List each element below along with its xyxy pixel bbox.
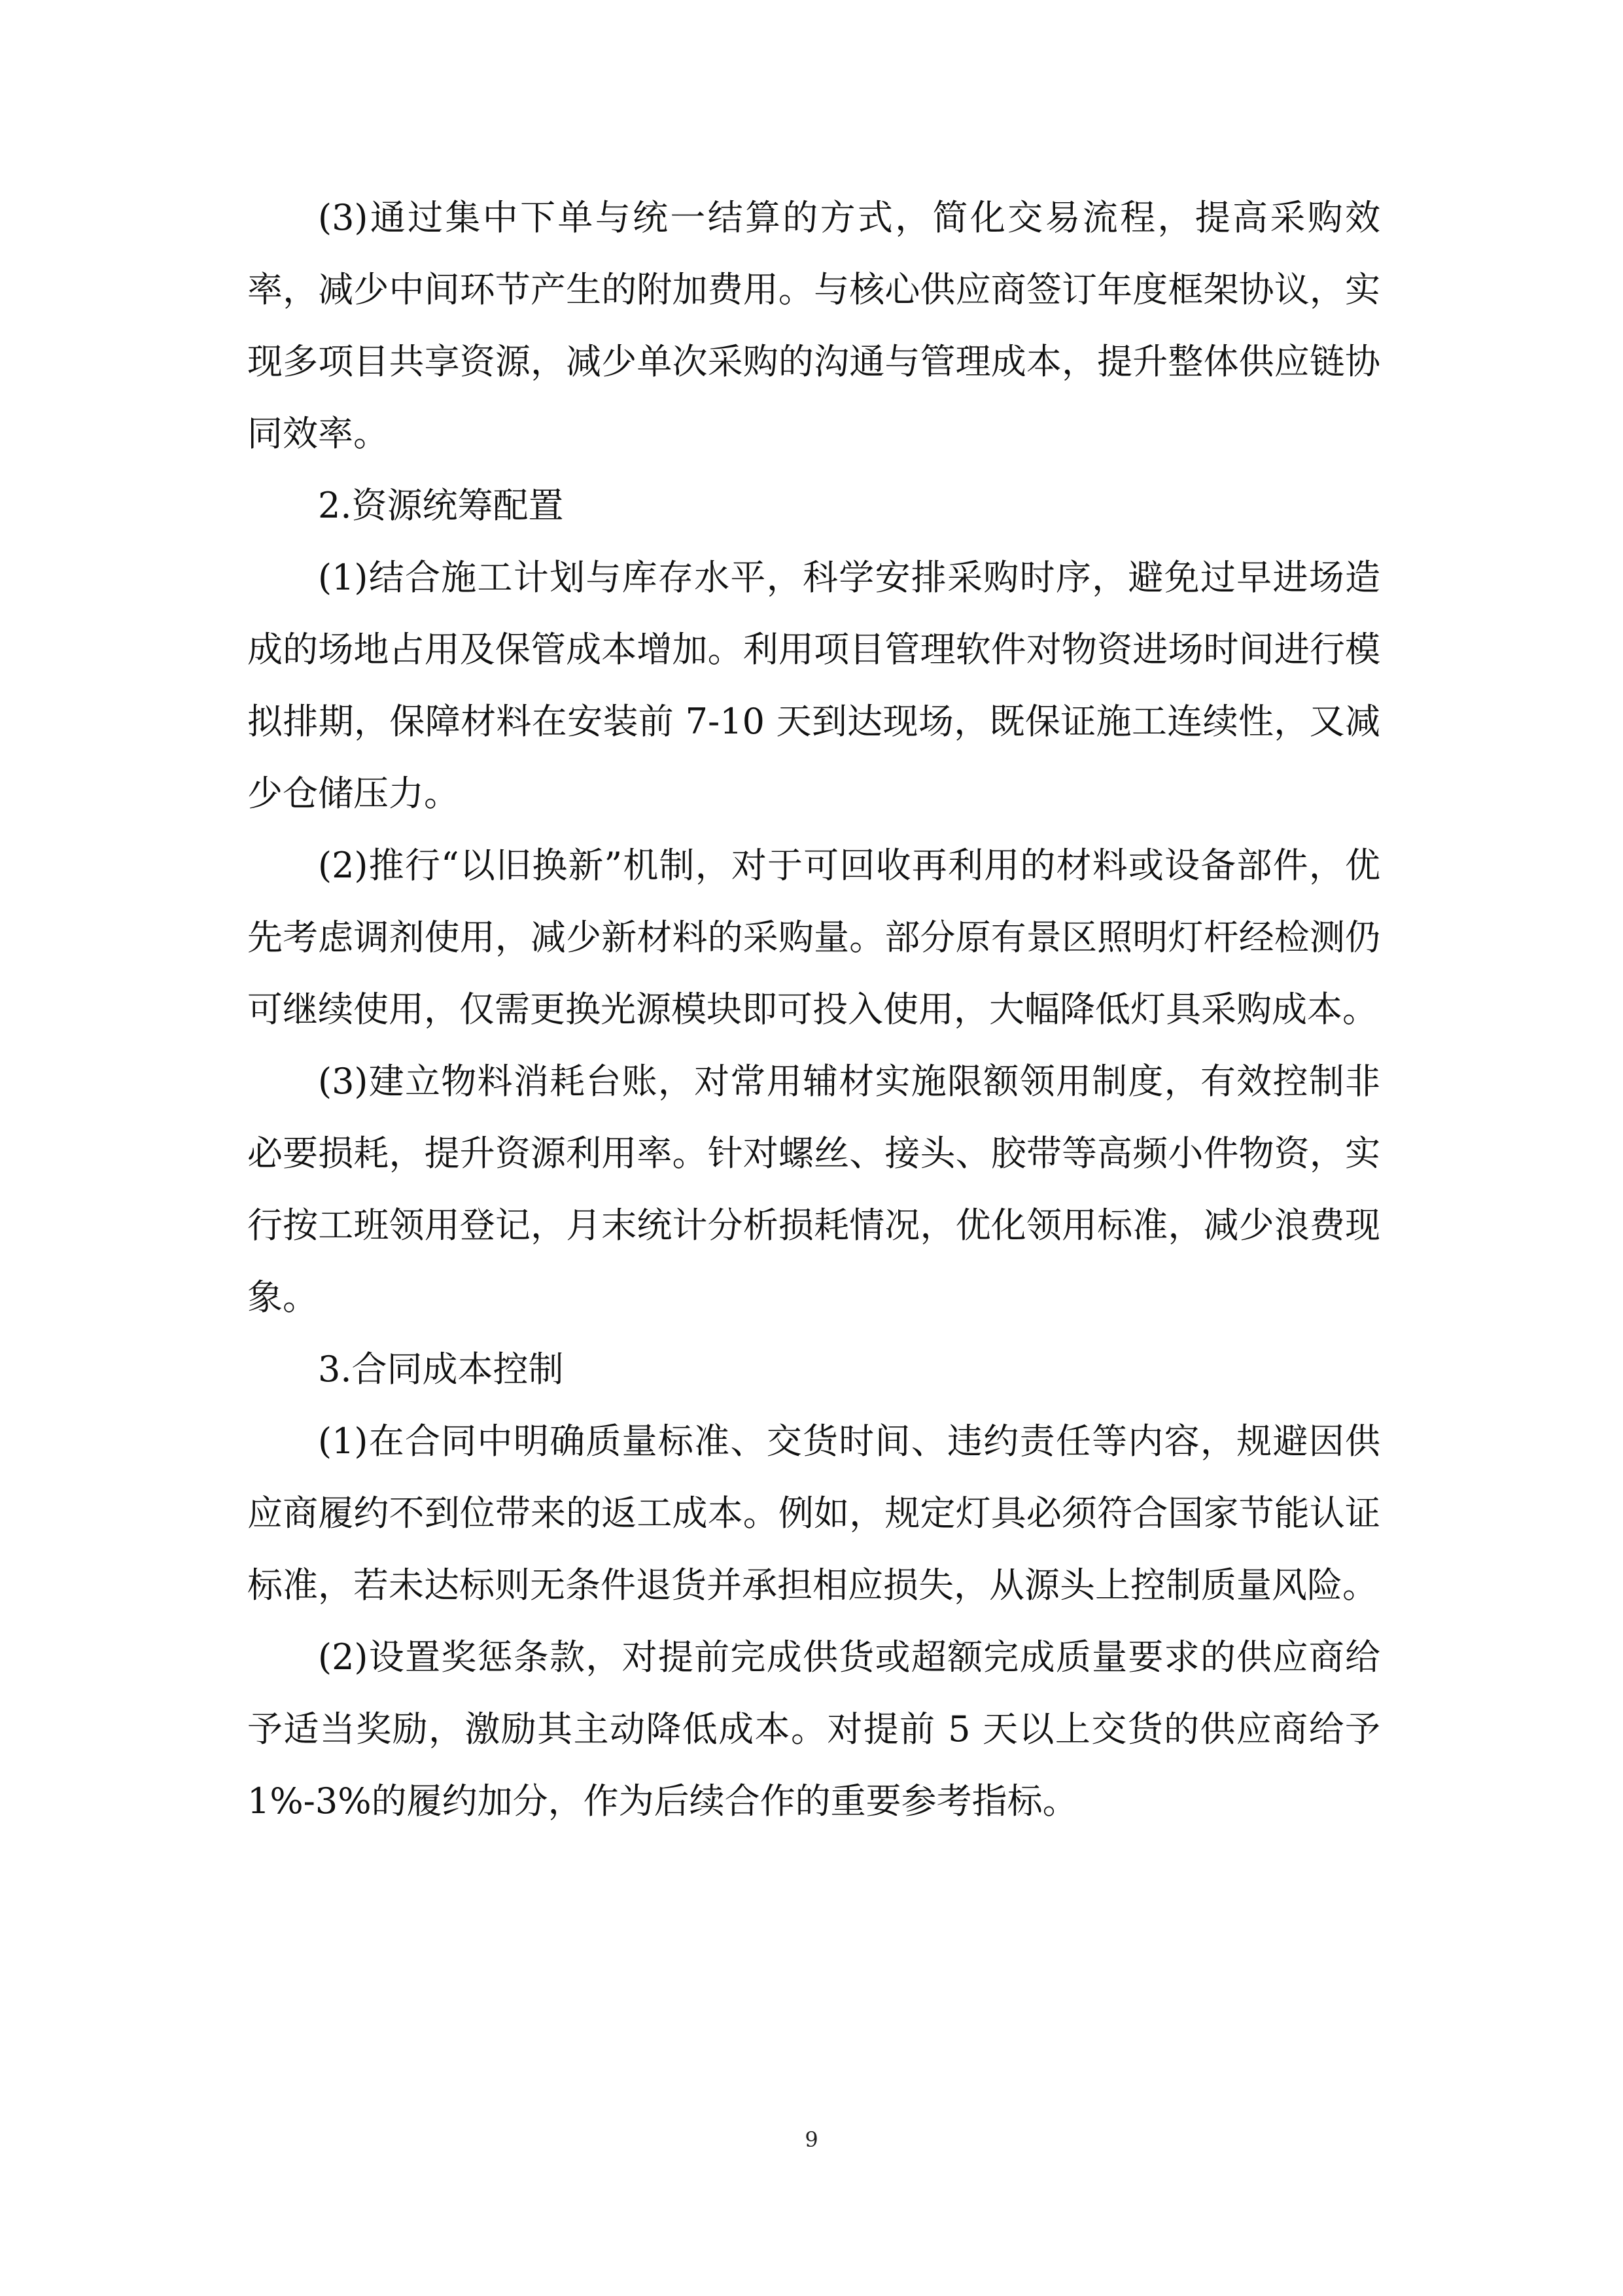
section-heading-resource-allocation: 2.资源统筹配置 <box>318 485 564 526</box>
section-heading-contract-cost-control: 3.合同成本控制 <box>318 1349 564 1390</box>
page-body <box>247 182 1380 1837</box>
paragraph-3-centralized-ordering: (3)通过集中下单与统一结算的方式，简化交易流程，提高采购效率，减少中间环节产生的附加费用。与核心供应商签订年度框架协议，实现多项目共享资源，减少单次采购的沟通与管理成本，提升整体供应链协同效率。 <box>247 197 1380 454</box>
paragraph-3-material-ledger: (3)建立物料消耗台账，对常用辅材实施限额领用制度，有效控制非必要损耗，提升资源利用率。针对螺丝、接头、胶带等高频小件物资，实行按工班领用登记，月末统计分析损耗情况，优化领用标准，减少浪费现象。 <box>247 1061 1380 1318</box>
paragraph-2-reward-penalty-clauses: (2)设置奖惩条款，对提前完成供货或超额完成质量要求的供应商给予适当奖励，激励其主动降低成本。对提前 5 天以上交货的供应商给予 1%-3%的履约加分，作为后续合作的重要参考指标。 <box>247 1636 1380 1822</box>
paragraph-1-contract-standards: (1)在合同中明确质量标准、交货时间、违约责任等内容，规避因供应商履约不到位带来的返工成本。例如，规定灯具必须符合国家节能认证标准，若未达标则无条件退货并承担相应损失，从源头上控制质量风险。 <box>247 1421 1380 1606</box>
paragraph-2-trade-in-mechanism: (2)推行“以旧换新”机制，对于可回收再利用的材料或设备部件，优先考虑调剂使用，减少新材料的采购量。部分原有景区照明灯杆经检测仍可继续使用，仅需更换光源模块即可投入使用，大幅降低灯具采购成本。 <box>247 845 1380 1030</box>
paragraph-1-procurement-scheduling: (1)结合施工计划与库存水平，科学安排采购时序，避免过早进场造成的场地占用及保管成本增加。利用项目管理软件对物资进场时间进行模拟排期，保障材料在安装前 7-10 天到达现场，既保证施工连续性，又减少仓储压力。 <box>247 557 1380 814</box>
page-number: 9 <box>805 2127 818 2152</box>
